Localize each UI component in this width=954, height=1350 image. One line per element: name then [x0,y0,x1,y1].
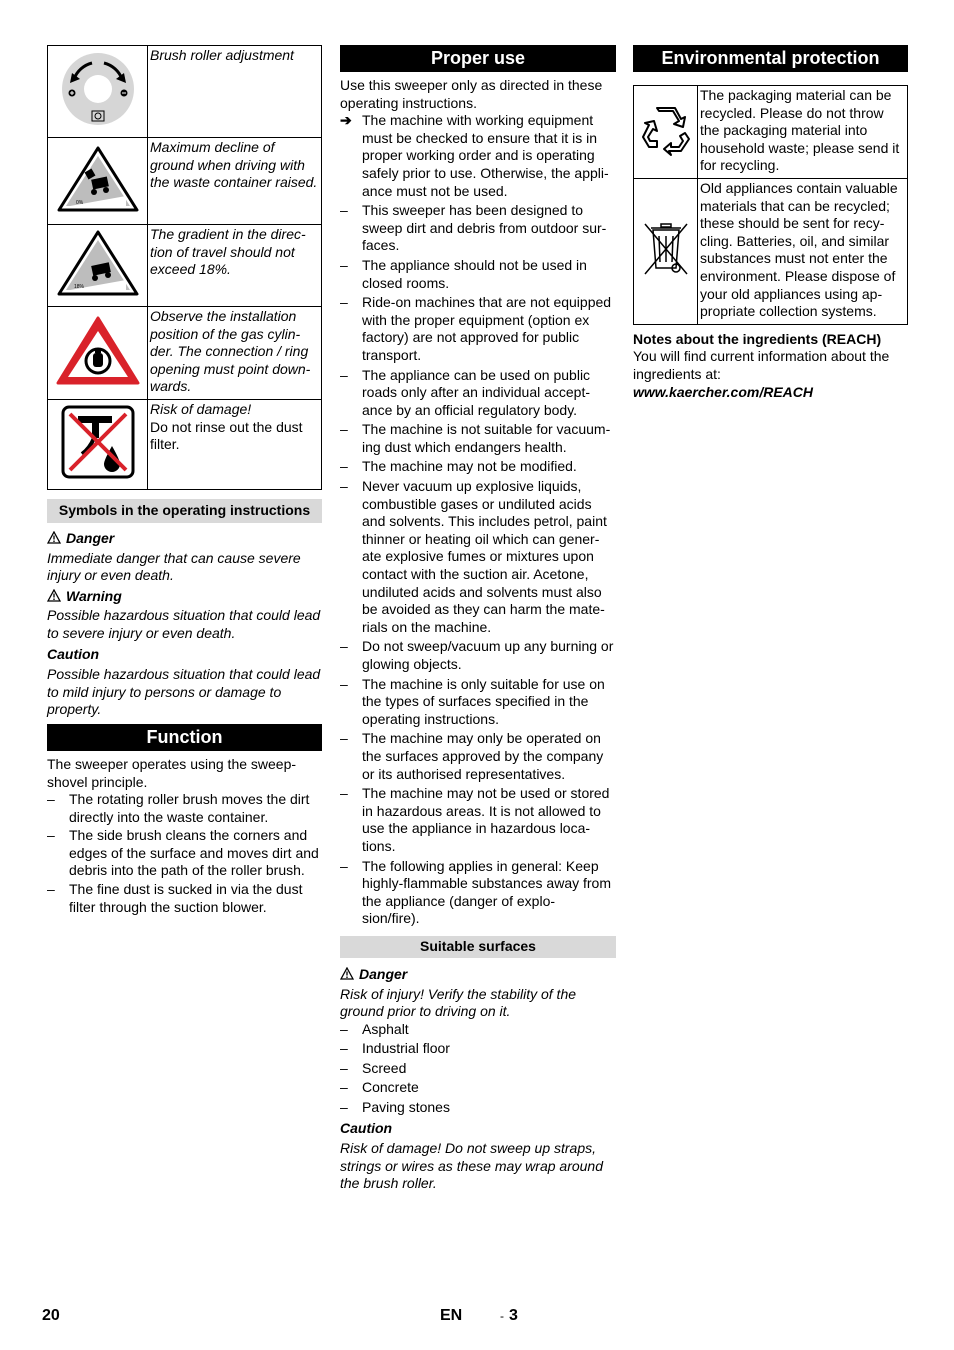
symbol-row [48,46,322,138]
list-item: – Never vacuum up explosive liquids, combustible gases or undiluted acids and solvents. This includes petrol, paint thinner or heating oil which can gener- ate explosive fumes or mixtures upon contact with the suction air. Acetone, undiluted acids and solvents must also be avoided as they can harm the mate- rials on the machine. [340,478,616,636]
function-heading: Function [47,724,322,751]
list-item: – Concrete [340,1079,616,1097]
surfaces-caution-text: Risk of damage! Do not sweep up straps, strings or wires as these may wrap around the brush roller. [340,1140,603,1192]
language-code: EN [440,1307,463,1324]
symbol-row [48,399,322,489]
brush-adjust-dial-icon [48,46,148,138]
crossed-bin-icon [634,178,698,324]
proper-use-list [340,202,616,928]
environment-table [633,85,908,325]
symbol-row [48,225,322,307]
environment-row [634,86,908,179]
surfaces-heading: Suitable surfaces [340,936,616,958]
list-item: – The following applies in general: Keep highly-flammable substances away from the appliance (danger of explo- sion/fire). [340,858,616,928]
symbol-text [148,399,322,489]
warning-label: Warning [66,587,122,604]
danger-label: Danger [359,965,408,982]
no-rinse-filter-icon [48,399,148,489]
list-item: – The machine may not be used or stored in hazardous areas. It is not allowed to use the appliance in hazardous loca- tions. [340,785,616,855]
symbols-heading: Symbols in the operating instructions [47,499,322,523]
reach-link[interactable]: www.kaercher.com/REACH [633,383,813,400]
reach-text: You will find current information about the ingredients at: [633,348,890,382]
list-item: – This sweeper has been designed to sweep dirt and debris from outdoor sur- faces. [340,202,616,255]
proper-use-heading: Proper use [340,45,616,72]
arrow-item [340,112,616,200]
proper-use-intro: Use this sweeper only as directed in these operating instructions. [340,77,603,111]
symbol-text: Brush roller adjustment [148,46,322,138]
environment-heading: Environmental protection [633,45,908,72]
column-middle [340,45,616,1193]
footer-separator: - [500,1309,504,1323]
environment-row [634,178,908,324]
list-item: – The machine may only be operated on the surfaces approved by the company or its authorised representatives. [340,730,616,783]
symbol-text: Observe the installation position of the gas cylin- der. The connection / ring opening must point down- wards. [148,307,322,400]
function-list [47,791,322,916]
section-page-number: 3 [509,1307,518,1324]
function-intro: The sweeper operates using the sweep- shovel principle. [47,755,297,790]
list-item: – The appliance should not be used in closed rooms. [340,257,616,292]
warning-text: Possible hazardous situation that could lead to severe injury or even death. [47,607,321,641]
surfaces-danger-text: Risk of injury! Verify the stability of the ground prior to driving on it. [340,985,577,1020]
symbol-text: Maximum decline of ground when driving with the waste container raised. [148,138,322,225]
slope-percent-label: 18% [73,284,84,291]
surfaces-list [340,1021,616,1117]
symbol-row [48,138,322,225]
page-number: 20 [42,1307,60,1324]
warning-triangle-icon [340,967,354,980]
symbol-row [48,307,322,400]
caution-text: Possible hazardous situation that could lead to mild injury to persons or damage to property. [47,666,321,718]
list-item: – The machine may not be modified. [340,458,616,476]
arrow-right-icon: ➔ [340,112,352,129]
surfaces-caution-label: Caution [340,1119,393,1136]
danger-label-row [47,530,322,548]
list-item: – The rotating roller brush moves the dirt directly into the waste container. [47,791,322,826]
list-item: – The machine is only suitable for use on the types of surfaces specified in the operating instructions. [340,676,616,729]
warning-triangle-icon [47,531,61,544]
recycling-icon [634,86,698,179]
list-item: – Ride-on machines that are not equipped with the proper equipment (option ex factory) are not approved for public transport. [340,294,616,364]
list-item: – Do not sweep/vacuum up any burning or glowing objects. [340,638,616,673]
list-item: – The machine is not suitable for vacuum- ing dust which endangers health. [340,421,616,456]
symbol-text-line: Do not rinse out the dust filter. [150,418,303,453]
arrow-item-text: The machine with working equipment must be checked to ensure that it is in proper working order and is operating safely prior to use. Otherwise, the appli- ance must not be used. [362,112,609,199]
list-item: – The side brush cleans the corners and edges of the surface and moves dirt and debris into the path of the roller brush. [47,827,322,880]
symbol-text-line: Risk of damage! [150,400,252,417]
symbol-text: The gradient in the direc- tion of travel should not exceed 18%. [148,225,322,307]
column-left [47,45,322,916]
warning-label-row [47,588,322,606]
reach-heading: Notes about the ingredients (REACH) [633,330,882,347]
gas-cylinder-warning-icon [48,307,148,400]
column-right [633,45,908,401]
environment-text: Old appliances contain valuable materials that can be recycled; these should be sent for recy- cling. Batteries, oil, and similar substances must not enter the environment. Please dispose of your old appliances using ap- propriate collection systems. [698,178,908,324]
list-item: – The appliance can be used on public roads only after an individual accept- ance by an official regulatory body. [340,367,616,420]
surfaces-danger-label-row [340,966,616,984]
danger-label: Danger [66,529,115,546]
caution-label: Caution [47,645,100,662]
environment-text: The packaging material can be recycled. Please do not throw the packaging material into household waste; please send it for recycling. [698,86,908,179]
slope-gradient-icon [48,225,148,307]
list-item: – Paving stones [340,1099,616,1117]
list-item: – Screed [340,1060,616,1078]
slope-waste-raised-icon [48,138,148,225]
list-item: – Asphalt [340,1021,616,1039]
danger-text: Immediate danger that can cause severe injury or even death. [47,549,301,584]
list-item: – The fine dust is sucked in via the dust filter through the suction blower. [47,881,322,916]
symbol-table [47,45,322,490]
slope-percent-label: 0% [75,199,83,206]
warning-triangle-icon [47,589,61,602]
list-item: – Industrial floor [340,1040,616,1058]
